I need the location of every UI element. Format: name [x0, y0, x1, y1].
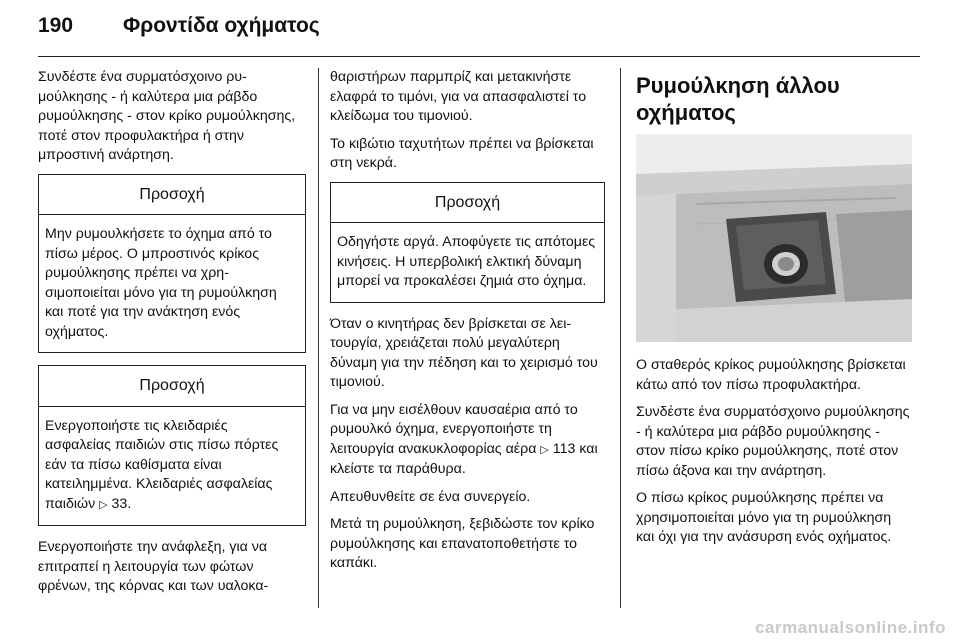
caution-text: Ενεργοποιήστε τις κλειδαριές ασφαλείας παιδιών στις πίσω πόρτες εάν τα πίσω καθίσματα είναι κατειλημμένα. Κλειδαριές ασφαλείας παιδιών [45, 417, 279, 512]
caution-title: Προσοχή [39, 366, 305, 407]
page-number: 190 [38, 14, 74, 37]
column-3 [636, 68, 910, 556]
paragraph: Ο πίσω κρίκος ρυμούλκησης πρέπει να χρησιμοποιείται μόνο για τη ρυμούλκηση και όχι για την ανάσυρση ενός οχήματος. [636, 490, 892, 545]
paragraph: Συνδέστε ένα συρματόσχοινο ρυμούλκησης - ή καλύτερα μια ράβδο ρυμούλκησης - στον κρίκο ρυμούλκησης, ποτέ στον προφυλακτήρα ή στην μπροστινή ανάρτηση. [38, 69, 296, 163]
section-title: Ρυμούλκηση άλλου οχήματος [636, 73, 840, 125]
column-2 [330, 68, 605, 582]
paragraph: Μετά τη ρυμούλκηση, ξεβιδώστε τον κρίκο ρυμούλκησης και επανατοποθετήστε το καπάκι. [330, 516, 595, 571]
paragraph: θαριστήρων παρμπρίζ και μετακινήστε ελαφρά το τιμόνι, για να απασφαλιστεί το κλείδωμα του τιμονιού. [330, 69, 587, 124]
column-1 [38, 68, 306, 605]
caution-box [38, 174, 306, 354]
paragraph: Ο σταθερός κρίκος ρυμούλκησης βρίσκεται κάτω από τον πίσω προφυλακτήρα. [636, 357, 906, 393]
tow-eye-illustration [636, 134, 912, 342]
watermark: carmanualsonline.info [755, 618, 946, 637]
triangle-right-icon: ▷ [99, 498, 108, 511]
caution-box [330, 182, 605, 303]
paragraph: Ενεργοποιήστε την ανάφλεξη, για να επιτραπεί η λειτουργία των φώτων φρένων, της κόρνας και των υαλοκα- [38, 539, 269, 594]
paragraph-with-reference [330, 401, 605, 480]
paragraph: Απευθυνθείτε σε ένα συνεργείο. [330, 488, 531, 505]
triangle-right-icon: ▷ [540, 443, 549, 456]
paragraph: Όταν ο κινητήρας δεν βρίσκεται σε λειτουργία, χρειάζεται πολύ μεγαλύτερη δύναμη για την πέδηση και το χειρισμό του τιμονιού. [330, 315, 598, 390]
page-title: Φροντίδα οχήματος [123, 14, 320, 37]
paragraph: Συνδέστε ένα συρματόσχοινο ρυμούλκησης - ή καλύτερα μια ράβδο ρυμούλκησης - στον πίσω κρίκο ρυμούλκησης, ποτέ στον πίσω άξονα και την ανάρτηση. [636, 404, 910, 479]
tow-eye-photo [636, 134, 912, 342]
page-reference[interactable]: 33. [111, 495, 132, 512]
caution-title: Προσοχή [331, 183, 604, 224]
paragraph-text: Για να μην εισέλθουν καυσαέρια από το ρυμουλκό όχημα, ενεργοποιήστε τη λειτουργία ανακυκλοφορίας αέρα [330, 401, 578, 457]
caution-text-container [39, 407, 305, 526]
header-divider [38, 56, 920, 57]
caution-text: Οδηγήστε αργά. Αποφύγετε τις απότομες κινήσεις. Η υπερβολική ελκτική δύναμη μπορεί να προκαλέσει ζημιά στο όχημα. [337, 234, 596, 289]
paragraph: Το κιβώτιο ταχυτήτων πρέπει να βρίσκεται στη νεκρά. [330, 135, 594, 171]
caution-title: Προσοχή [39, 175, 305, 216]
column-divider [318, 68, 319, 608]
page-reference[interactable]: 113 και κλείστε τα παράθυρα. [330, 440, 598, 477]
caution-text: Μην ρυμουλκήσετε το όχημα από το πίσω μέρος. Ο μπροστινός κρίκος ρυμούλκησης πρέπει να χρησιμοποιείται μόνο για τη ρυμούλκηση και ποτέ για την ανάκτηση ενός οχήματος. [45, 226, 277, 340]
caution-box [38, 365, 306, 526]
column-divider [620, 68, 621, 608]
